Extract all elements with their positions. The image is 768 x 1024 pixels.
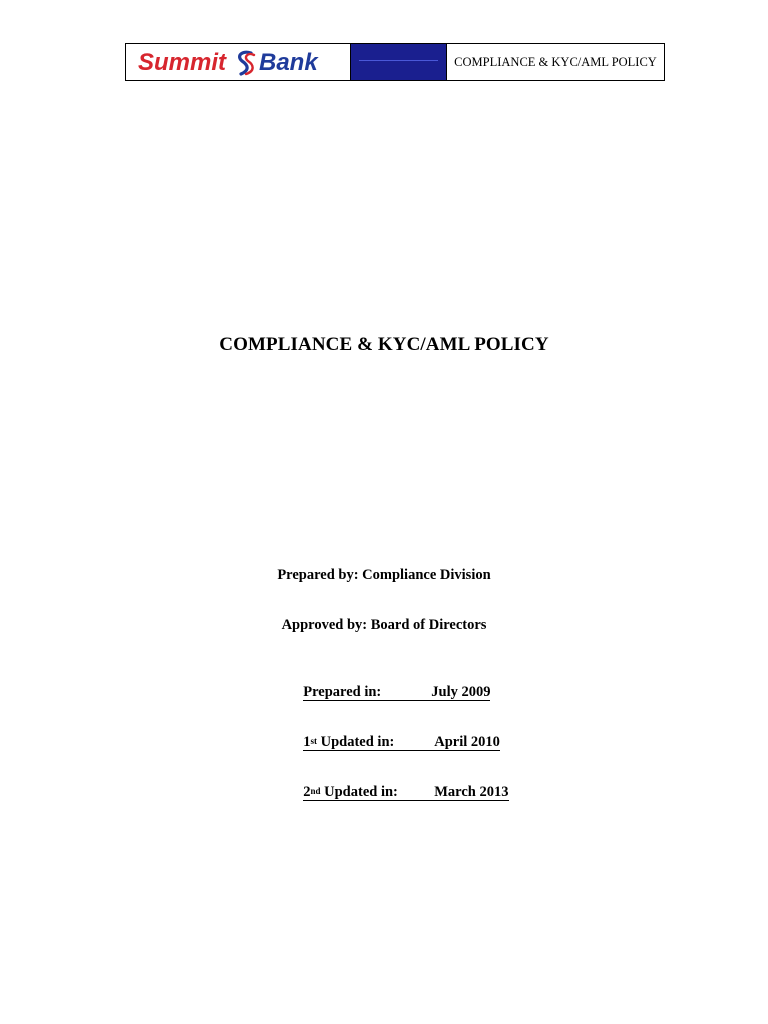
updated2-sup: nd (310, 786, 321, 796)
updated2-label: Updated in: (320, 784, 398, 800)
document-title: COMPLIANCE & KYC/AML POLICY (219, 334, 549, 355)
header-blue-block (351, 44, 447, 80)
header-title: COMPLIANCE & KYC/AML POLICY (454, 54, 657, 69)
prepared-in-row (296, 667, 490, 701)
updated1-row (296, 717, 500, 751)
header-blue-line (359, 60, 438, 61)
updated1-value: April 2010 (434, 734, 500, 750)
logo-cell (126, 44, 351, 80)
logo-text-left: Summit (138, 49, 227, 76)
summit-bank-logo (138, 47, 338, 77)
prepared-by: Prepared by: Compliance Division (277, 567, 491, 583)
page-header (125, 43, 665, 81)
prepared-in-value: July 2009 (431, 684, 491, 700)
updated2-ordinal: 2 (303, 784, 311, 800)
updated2-label-group (303, 784, 434, 800)
prepared-in-label: Prepared in: (303, 684, 382, 700)
updated1-label-group (303, 734, 434, 750)
updated1-underline (303, 734, 500, 751)
prepared-in-underline (303, 684, 490, 701)
approved-by: Approved by: Board of Directors (281, 617, 487, 633)
updated1-ordinal: 1 (303, 734, 311, 750)
updated2-underline (303, 784, 508, 801)
updated1-sup: st (310, 736, 317, 746)
logo-text-right: Bank (259, 49, 318, 76)
updated1-label: Updated in: (317, 734, 395, 750)
updated2-value: March 2013 (434, 784, 509, 800)
updated2-row (296, 767, 509, 801)
